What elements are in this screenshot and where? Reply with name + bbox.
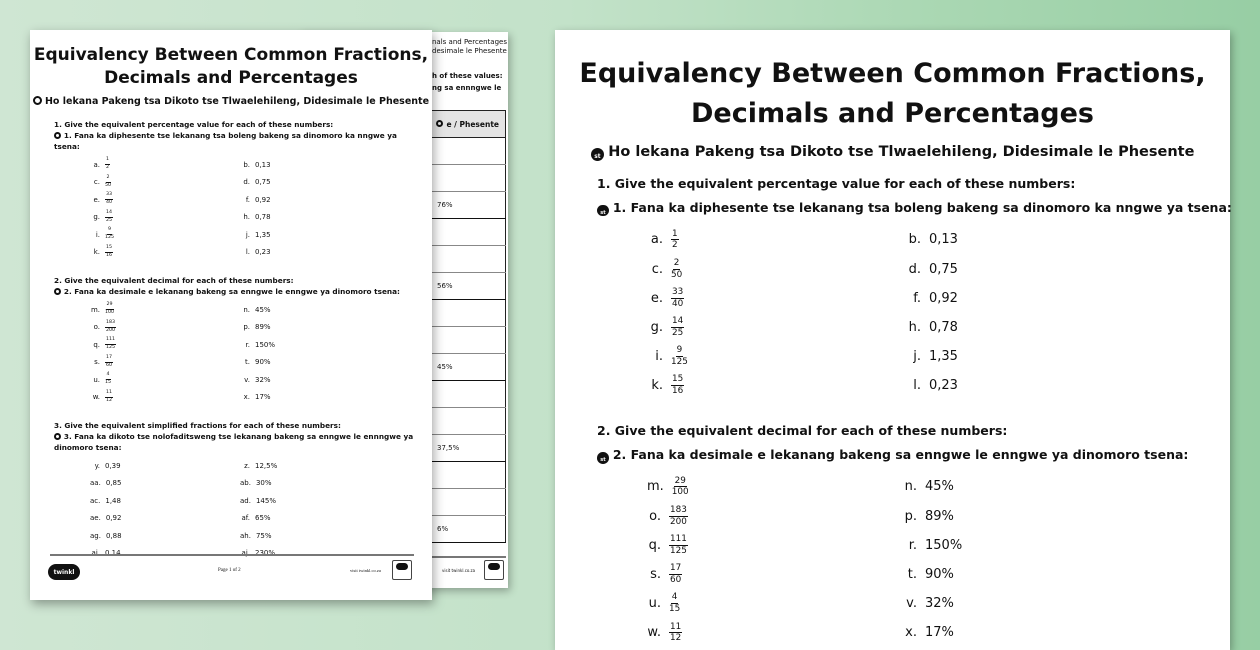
numerator: 111 (670, 534, 687, 544)
denominator: 60 (670, 575, 682, 586)
flag-icon (33, 96, 42, 105)
question-item (903, 589, 1103, 618)
sesotho-flag-icon (597, 452, 609, 464)
item-label: u. (93, 375, 100, 384)
flag-code: st (600, 456, 606, 463)
item-label: n. (243, 305, 250, 314)
fraction (671, 317, 684, 338)
item-value: 145% (255, 496, 276, 505)
sesotho-flag-icon (597, 205, 609, 217)
subtitle-text: Ho lekana Pakeng tsa Dikoto tse Tlwaelehileng, Didesimale le Phesente (608, 144, 1195, 160)
item-label: ag. (90, 531, 101, 540)
fraction (671, 346, 688, 367)
question-item (90, 527, 240, 545)
twinkl-logo: twinkl (48, 564, 80, 580)
denominator: 2 (106, 165, 110, 171)
question-item (90, 492, 240, 510)
denominator: 125 (106, 345, 116, 351)
denominator: 200 (670, 516, 687, 527)
question-item (240, 492, 390, 510)
flag-icon (436, 120, 443, 127)
item-label: s. (94, 358, 100, 367)
fraction (105, 373, 111, 386)
fraction (672, 477, 689, 498)
item-label: e. (650, 290, 663, 306)
question-item (90, 475, 240, 493)
item-label: q. (93, 340, 100, 349)
question-item (240, 191, 390, 209)
question-item (90, 319, 240, 337)
denominator: 50 (105, 182, 112, 188)
numerator: 29 (106, 303, 114, 310)
footer-visit-link: visit twinkl.co.za (350, 568, 381, 573)
item-value: 90% (925, 567, 954, 583)
answer-table-header-label: e / Phesente (446, 119, 499, 129)
denominator: 125 (670, 545, 687, 556)
item-label: a. (650, 232, 663, 248)
item-value: 75% (255, 531, 272, 540)
question-item (647, 618, 903, 647)
question-item (240, 174, 390, 192)
item-label: ad. (240, 496, 251, 505)
item-label: ah. (240, 531, 251, 540)
question2-sesotho-text: 2. Fana ka desimale e lekanang bakeng sa enngwe le enngwe ya dinomoro tsena: (63, 287, 400, 296)
denominator: 100 (671, 487, 689, 498)
item-label: k. (93, 248, 100, 257)
question1-sesotho-text: 1. Fana ka diphesente tse lekanang tsa boleng bakeng sa dinomoro ka nngwe ya tsena: (612, 200, 1232, 216)
numerator: 4 (106, 373, 111, 380)
flag-code: st (600, 209, 606, 216)
item-label: m. (90, 305, 100, 314)
fraction (105, 193, 113, 206)
item-label: l. (913, 378, 921, 394)
question-item (240, 336, 390, 354)
question-item (240, 371, 390, 389)
item-value: 45% (925, 479, 954, 495)
fraction (669, 593, 680, 614)
item-label: k. (651, 378, 663, 394)
numerator: 4 (671, 592, 678, 603)
subtitle-text: Ho lekana Pakeng tsa Dikoto tse Tlwaelehileng, Didesimale le Phesente (44, 96, 430, 107)
item-label: l. (245, 248, 250, 257)
question-item (903, 560, 1103, 589)
page-number: Page 1 of 2 (218, 568, 241, 573)
question-item (240, 209, 390, 227)
item-value: 0,13 (929, 232, 958, 248)
item-label: i. (655, 349, 663, 365)
item-value: 0,92 (255, 195, 271, 204)
fraction (105, 176, 111, 189)
item-value: 17% (255, 393, 271, 402)
item-value: 0,78 (255, 213, 271, 222)
item-label: f. (913, 290, 921, 306)
footer-divider (50, 554, 414, 556)
denominator: 16 (672, 386, 684, 397)
page2-instruction-line2: ng sa ennngwe le (432, 84, 502, 92)
denominator: 16 (106, 252, 113, 258)
item-label: g. (650, 319, 663, 335)
page-subtitle (555, 144, 1230, 161)
question-item (907, 254, 1107, 283)
question2-items (647, 472, 1230, 647)
question-item (907, 342, 1107, 371)
item-value: 1,35 (929, 349, 958, 365)
item-label: r. (245, 340, 250, 349)
item-label: j. (245, 230, 250, 239)
question2-sesotho (54, 286, 418, 297)
denominator: 2 (672, 240, 678, 251)
fraction (669, 506, 688, 527)
item-value: 1,35 (255, 230, 271, 239)
question-item (647, 502, 903, 531)
page2-title (432, 38, 507, 56)
worksheet-page-1-zoomed (555, 30, 1230, 650)
fraction (671, 230, 679, 251)
question-item (903, 531, 1103, 560)
question-item (907, 284, 1107, 313)
numerator: 15 (672, 374, 684, 385)
item-label: b. (243, 160, 250, 169)
item-label: x. (905, 625, 917, 641)
title-line1: Equivalency Between Common Fractions, (33, 45, 429, 65)
question-item (90, 301, 240, 319)
item-label: v. (906, 596, 917, 612)
numerator: 14 (105, 211, 113, 218)
item-label: x. (243, 393, 250, 402)
fraction (105, 158, 110, 171)
question-item (90, 510, 240, 528)
item-label: i. (95, 230, 100, 239)
item-label: m. (647, 479, 664, 495)
question-item (240, 457, 390, 475)
item-label: z. (244, 461, 250, 470)
item-label: h. (908, 319, 921, 335)
question-item (90, 226, 240, 244)
question3-sesotho (54, 431, 418, 453)
numerator: 17 (105, 356, 113, 363)
item-value: 0,13 (255, 160, 271, 169)
numerator: 183 (670, 504, 687, 515)
question-item (90, 457, 240, 475)
denominator: 15 (669, 604, 681, 615)
question2-sesotho-text: 2. Fana ka desimale e lekanang bakeng sa enngwe le enngwe ya dinomoro tsena: (612, 447, 1189, 463)
numerator: 2 (673, 257, 680, 268)
question-item (903, 618, 1103, 647)
item-value: 0,92 (105, 514, 122, 523)
numerator: 9 (107, 228, 112, 235)
question3-items (90, 457, 432, 562)
item-value: 90% (255, 358, 271, 367)
question-item (907, 371, 1107, 400)
question-item (647, 531, 903, 560)
item-value: 12,5% (255, 461, 278, 470)
numerator: 33 (672, 286, 684, 297)
numerator: 11 (105, 391, 113, 398)
answer-cell: 37,5% (381, 435, 506, 462)
question1-items (649, 225, 1230, 400)
item-value: 0,23 (929, 378, 958, 394)
item-label: e. (93, 195, 100, 204)
fraction (669, 564, 682, 585)
title-line2: Decimals and Percentages (690, 98, 1095, 129)
page2-title-line1: nals and Percentages (432, 38, 507, 46)
question3-sesotho-text: 3. Fana ka dikoto tse nolofaditsweng tse lekanang bakeng sa enngwe le ennngwe ya dinomoro tsena: (54, 432, 414, 452)
answer-cell: 76% (381, 192, 506, 219)
item-value: 0,75 (255, 178, 271, 187)
question-item (90, 371, 240, 389)
sesotho-flag-icon (591, 148, 605, 162)
item-label: u. (648, 596, 661, 612)
fraction (105, 338, 116, 351)
item-label: j. (913, 349, 921, 365)
item-label: aa. (90, 479, 101, 488)
item-label: h. (243, 213, 250, 222)
item-label: d. (908, 261, 921, 277)
item-label: n. (904, 479, 917, 495)
numerator: 29 (674, 475, 686, 486)
question-item (90, 336, 240, 354)
question-item (647, 589, 903, 618)
question-item (647, 472, 903, 501)
denominator: 125 (105, 235, 115, 241)
item-label: p. (904, 508, 917, 524)
question1-sesotho (54, 130, 418, 152)
numerator: 11 (670, 621, 682, 632)
question-item (649, 225, 907, 254)
item-label: g. (93, 213, 100, 222)
item-label: y. (94, 461, 100, 470)
fraction (671, 259, 682, 280)
item-value: 30% (255, 479, 272, 488)
item-label: ac. (90, 496, 101, 505)
item-value: 1,48 (105, 496, 121, 505)
flag-icon (54, 433, 61, 440)
item-label: w. (647, 625, 661, 641)
item-label: s. (650, 567, 661, 583)
item-value: 0,39 (105, 461, 121, 470)
question-item (90, 174, 240, 192)
item-value: 150% (255, 340, 276, 349)
question-item (649, 313, 907, 342)
fraction (669, 535, 688, 556)
denominator: 60 (106, 362, 113, 368)
item-value: 17% (925, 625, 954, 641)
numerator: 2 (106, 176, 111, 183)
question-item (647, 560, 903, 589)
denominator: 12 (106, 397, 113, 403)
item-value: 0,92 (929, 290, 958, 306)
denominator: 100 (105, 310, 115, 316)
question-item (907, 313, 1107, 342)
question-item (90, 354, 240, 372)
item-label: o. (93, 323, 100, 332)
question1-english: 1. Give the equivalent percentage value for each of these numbers: (597, 176, 1076, 192)
item-label: ab. (240, 479, 251, 488)
answer-cell: 56% (381, 273, 506, 300)
footer-visit-link: visit twinkl.co.za (442, 568, 476, 573)
question-item (240, 226, 390, 244)
answer-cell: 6% (381, 516, 506, 543)
item-label: q. (648, 537, 661, 553)
quality-badge-icon (484, 560, 504, 580)
fraction (105, 321, 116, 334)
question-item (240, 475, 390, 493)
worksheet-page-1-thumbnail (30, 30, 432, 600)
numerator: 33 (105, 193, 113, 200)
page-title (555, 54, 1230, 134)
numerator: 1 (105, 158, 110, 165)
fraction (105, 246, 113, 259)
denominator: 25 (672, 327, 684, 338)
item-value: 0,85 (105, 479, 122, 488)
question-item (240, 510, 390, 528)
item-label: v. (244, 375, 250, 384)
item-value: 89% (925, 508, 954, 524)
item-label: p. (243, 323, 250, 332)
question1-sesotho (597, 199, 1230, 217)
item-value: 45% (255, 305, 271, 314)
question-item (240, 319, 390, 337)
question2-english: 2. Give the equivalent decimal for each of these numbers: (597, 423, 1008, 439)
item-value: 0,78 (929, 319, 958, 335)
page2-title-line2: desimale le Phesente (432, 47, 507, 55)
question-item (240, 389, 390, 407)
denominator: 125 (671, 357, 688, 368)
question-item (649, 371, 907, 400)
item-label: o. (649, 508, 661, 524)
denominator: 25 (106, 217, 113, 223)
denominator: 40 (672, 298, 684, 309)
fraction (669, 623, 682, 644)
item-label: r. (908, 537, 917, 553)
answer-cell: 45% (381, 354, 506, 381)
numerator: 111 (105, 338, 116, 345)
numerator: 1 (672, 228, 678, 239)
numerator: 14 (672, 316, 684, 327)
question-item (90, 209, 240, 227)
item-value: 0,88 (105, 531, 122, 540)
denominator: 50 (671, 269, 683, 280)
question-item (240, 354, 390, 372)
question3-english: 3. Give the equivalent simplified fractions for each of these numbers: (54, 421, 341, 430)
question-item (649, 254, 907, 283)
numerator: 183 (105, 321, 116, 328)
denominator: 12 (670, 633, 682, 644)
question-item (649, 284, 907, 313)
question-item (903, 472, 1103, 501)
item-value: 32% (925, 596, 954, 612)
item-value: 89% (255, 323, 271, 332)
question1-english: 1. Give the equivalent percentage value for each of these numbers: (54, 120, 334, 129)
question1-items (90, 156, 432, 261)
question2-items (90, 301, 432, 406)
item-label: c. (93, 178, 100, 187)
item-value: 150% (925, 537, 963, 553)
question-item (240, 156, 390, 174)
question-item (907, 225, 1107, 254)
fraction (671, 375, 684, 396)
page2-instruction-line1: h of these values: (432, 72, 503, 80)
page-subtitle (30, 96, 432, 107)
fraction (105, 356, 113, 369)
item-label: ae. (90, 514, 101, 523)
question-item (240, 527, 390, 545)
question-item (90, 156, 240, 174)
question-item (90, 191, 240, 209)
question-item (240, 244, 390, 262)
fraction (671, 288, 684, 309)
item-value: 0,23 (255, 248, 271, 257)
title-line1: Equivalency Between Common Fractions, (579, 58, 1206, 89)
item-label: c. (651, 261, 663, 277)
question-item (90, 244, 240, 262)
item-label: d. (243, 178, 250, 187)
denominator: 15 (105, 380, 112, 386)
quality-badge-icon (392, 560, 412, 580)
question-item (90, 389, 240, 407)
item-value: 32% (255, 375, 271, 384)
denominator: 40 (106, 200, 113, 206)
footer-divider (430, 556, 506, 558)
denominator: 200 (106, 327, 116, 333)
numerator: 17 (670, 563, 682, 574)
question-item (903, 502, 1103, 531)
numerator: 9 (676, 345, 683, 356)
fraction (105, 228, 114, 241)
numerator: 15 (105, 246, 113, 253)
flag-code: st (594, 153, 601, 160)
fraction (105, 303, 114, 316)
item-label: f. (245, 195, 250, 204)
page-title (30, 44, 432, 90)
item-label: t. (245, 358, 250, 367)
question-item (240, 301, 390, 319)
item-label: t. (907, 567, 917, 583)
question1-sesotho-text: 1. Fana ka diphesente tse lekanang tsa boleng bakeng sa dinomoro ka nngwe ya tsena: (54, 131, 397, 151)
question2-english: 2. Give the equivalent decimal for each of these numbers: (54, 276, 294, 285)
item-value: 65% (255, 514, 271, 523)
fraction (105, 211, 113, 224)
item-label: af. (241, 514, 250, 523)
item-value: 0,75 (929, 261, 958, 277)
question2-sesotho (597, 446, 1230, 464)
question-item (649, 342, 907, 371)
item-label: a. (93, 160, 100, 169)
fraction (105, 391, 113, 404)
title-line2: Decimals and Percentages (104, 68, 358, 88)
item-label: b. (908, 232, 921, 248)
flag-icon (54, 288, 61, 295)
item-label: w. (92, 393, 100, 402)
flag-icon (54, 132, 61, 139)
page2-instruction (432, 70, 503, 94)
